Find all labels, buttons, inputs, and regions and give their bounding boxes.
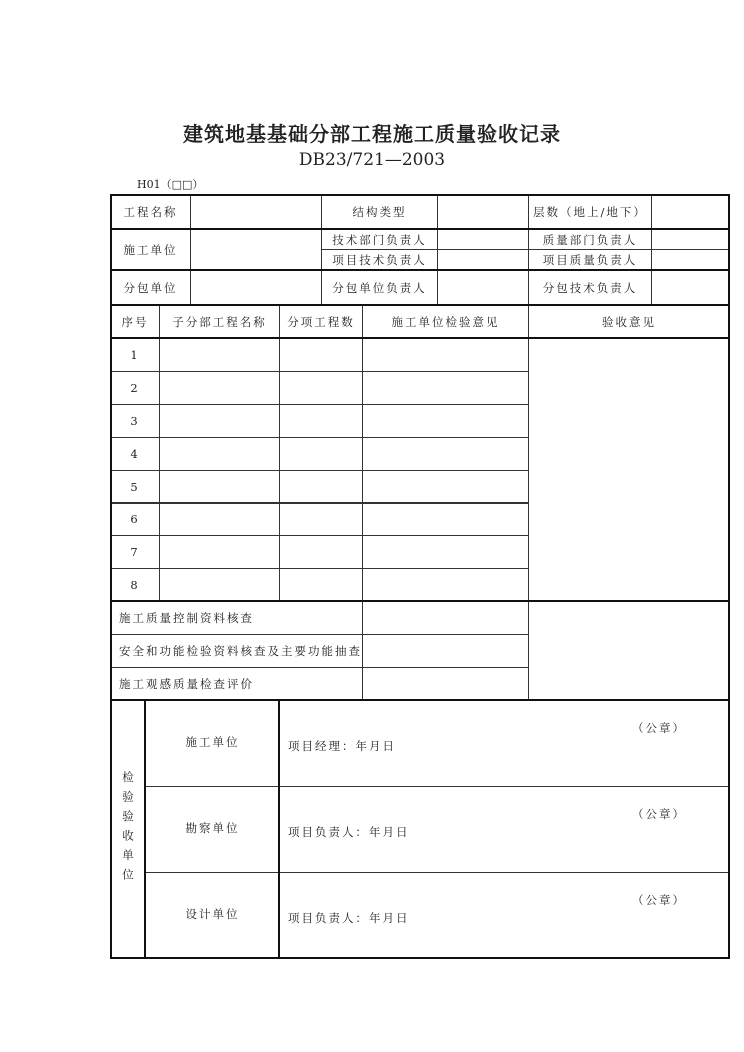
check-item-label: 安全和功能检验资料核查及主要功能抽查	[119, 644, 362, 658]
acceptance-unit-name	[145, 786, 280, 873]
item-count-field[interactable]	[279, 535, 363, 569]
floors-label	[528, 194, 652, 230]
acceptance-unit-name-label: 施工单位	[185, 735, 240, 749]
quality-dept-head-label	[528, 229, 652, 250]
row-number-label: 3	[130, 413, 140, 428]
contractor-opinion-field[interactable]	[362, 338, 529, 372]
row-number	[110, 404, 160, 438]
item-count-field[interactable]	[279, 568, 363, 602]
contractor-label	[110, 229, 191, 271]
sub-tech-head-label-label: 分包技术负责人	[542, 281, 638, 295]
acceptance-unit-signature[interactable]	[279, 700, 730, 787]
floors-field[interactable]	[651, 194, 730, 230]
subdivision-name-field[interactable]	[159, 371, 280, 405]
acceptance-opinion-field[interactable]	[528, 338, 730, 701]
sub-head-field[interactable]	[437, 270, 529, 306]
acceptance-unit-name	[145, 872, 280, 959]
divider	[144, 700, 146, 958]
check-opinion-field[interactable]	[362, 601, 529, 635]
document-title: 建筑地基基础分部工程施工质量验收记录	[183, 122, 561, 146]
column-header	[528, 305, 730, 339]
subcontractor-label-label: 分包单位	[123, 281, 178, 295]
column-header-label: 子分部工程名称	[172, 315, 267, 329]
row-number	[110, 371, 160, 405]
structure-type-label	[321, 194, 438, 230]
column-header	[159, 305, 280, 339]
signature-line: 项目负责人：年月日	[288, 825, 410, 839]
project-tech-head-label	[321, 249, 438, 271]
check-item-label: 施工观感质量检查评价	[119, 677, 254, 691]
structure-type-field[interactable]	[437, 194, 529, 230]
project-name-label-label: 工程名称	[123, 205, 178, 219]
row-number-label: 1	[130, 347, 140, 362]
row-number	[110, 568, 160, 602]
project-tech-head-label-label: 项目技术负责人	[332, 253, 427, 267]
project-quality-head-field[interactable]	[651, 249, 730, 271]
structure-type-label-label: 结构类型	[352, 205, 407, 219]
subdivision-name-field[interactable]	[159, 568, 280, 602]
sub-head-label-label: 分包单位负责人	[332, 281, 427, 295]
contractor-label-label: 施工单位	[123, 243, 178, 257]
row-number-label: 6	[130, 512, 140, 527]
subdivision-name-field[interactable]	[159, 338, 280, 372]
floors-label-label: 层数（地上/地下）	[533, 205, 647, 219]
check-opinion-field[interactable]	[362, 667, 529, 701]
row-number-label: 8	[130, 578, 140, 593]
acceptance-unit-name-label: 设计单位	[185, 907, 240, 921]
item-count-field[interactable]	[279, 404, 363, 438]
item-count-field[interactable]	[279, 371, 363, 405]
acceptance-units-label-label: 检验验收单位	[121, 771, 135, 888]
project-tech-head-field[interactable]	[437, 249, 529, 271]
sub-tech-head-label	[528, 270, 652, 306]
check-item-label: 施工质量控制资料核查	[119, 611, 254, 625]
check-item	[110, 667, 363, 701]
column-header-label: 序号	[121, 315, 149, 329]
row-number	[110, 503, 160, 537]
acceptance-unit-signature[interactable]	[279, 786, 730, 873]
project-name-field[interactable]	[190, 194, 322, 230]
subdivision-name-field[interactable]	[159, 535, 280, 569]
subdivision-name-field[interactable]	[159, 503, 280, 537]
divider	[110, 228, 730, 230]
tech-dept-head-label-label: 技术部门负责人	[332, 232, 427, 247]
contractor-opinion-field[interactable]	[362, 470, 529, 504]
item-count-field[interactable]	[279, 470, 363, 504]
acceptance-unit-signature[interactable]	[279, 872, 730, 959]
form-code: H01（□□）	[137, 178, 204, 191]
row-number-label: 4	[130, 446, 140, 461]
signature-line: 项目经理：年月日	[288, 739, 396, 753]
column-header	[362, 305, 529, 339]
tech-dept-head-label	[321, 229, 438, 250]
column-header	[110, 305, 160, 339]
item-count-field[interactable]	[279, 338, 363, 372]
signature-line: 项目负责人：年月日	[288, 911, 410, 925]
check-item	[110, 634, 363, 668]
project-quality-head-label	[528, 249, 652, 271]
divider	[110, 600, 528, 602]
sub-tech-head-field[interactable]	[651, 270, 730, 306]
subcontractor-field[interactable]	[190, 270, 322, 306]
acceptance-unit-name-label: 勘察单位	[185, 821, 240, 835]
column-header	[279, 305, 363, 339]
check-opinion-field[interactable]	[362, 634, 529, 668]
project-name-label	[110, 194, 191, 230]
quality-dept-head-field[interactable]	[651, 229, 730, 250]
item-count-field[interactable]	[279, 503, 363, 537]
standard-number: DB23/721—2003	[298, 150, 446, 170]
subcontractor-label	[110, 270, 191, 306]
acceptance-units-label	[110, 700, 146, 959]
official-seal-label: （公章）	[632, 807, 686, 821]
column-header-label: 验收意见	[602, 315, 656, 329]
item-count-field[interactable]	[279, 437, 363, 471]
divider	[278, 700, 280, 958]
contractor-opinion-field[interactable]	[362, 371, 529, 405]
row-number-label: 7	[130, 545, 140, 560]
quality-dept-head-label-label: 质量部门负责人	[542, 232, 638, 247]
acceptance-unit-name	[145, 700, 280, 787]
contractor-opinion-field[interactable]	[362, 535, 529, 569]
divider	[110, 304, 730, 306]
divider	[110, 337, 730, 339]
divider	[110, 699, 730, 701]
subdivision-name-field[interactable]	[159, 470, 280, 504]
tech-dept-head-field[interactable]	[437, 229, 529, 250]
check-item	[110, 601, 363, 635]
column-header-label: 分项工程数	[287, 315, 355, 329]
subdivision-name-field[interactable]	[159, 404, 280, 438]
contractor-opinion-field[interactable]	[362, 404, 529, 438]
divider	[110, 269, 730, 271]
row-number-label: 2	[130, 380, 140, 395]
official-seal-label: （公章）	[632, 721, 686, 735]
official-seal-label: （公章）	[632, 893, 686, 907]
sub-head-label	[321, 270, 438, 306]
contractor-opinion-field[interactable]	[362, 437, 529, 471]
row-number	[110, 437, 160, 471]
contractor-opinion-field[interactable]	[362, 568, 529, 602]
project-quality-head-label-label: 项目质量负责人	[542, 253, 638, 267]
subdivision-name-field[interactable]	[159, 437, 280, 471]
row-number-label: 5	[130, 479, 140, 494]
row-number	[110, 338, 160, 372]
contractor-opinion-field[interactable]	[362, 503, 529, 537]
row-number	[110, 535, 160, 569]
contractor-field[interactable]	[190, 229, 322, 271]
column-header-label: 施工单位检验意见	[391, 315, 500, 329]
row-number	[110, 470, 160, 504]
